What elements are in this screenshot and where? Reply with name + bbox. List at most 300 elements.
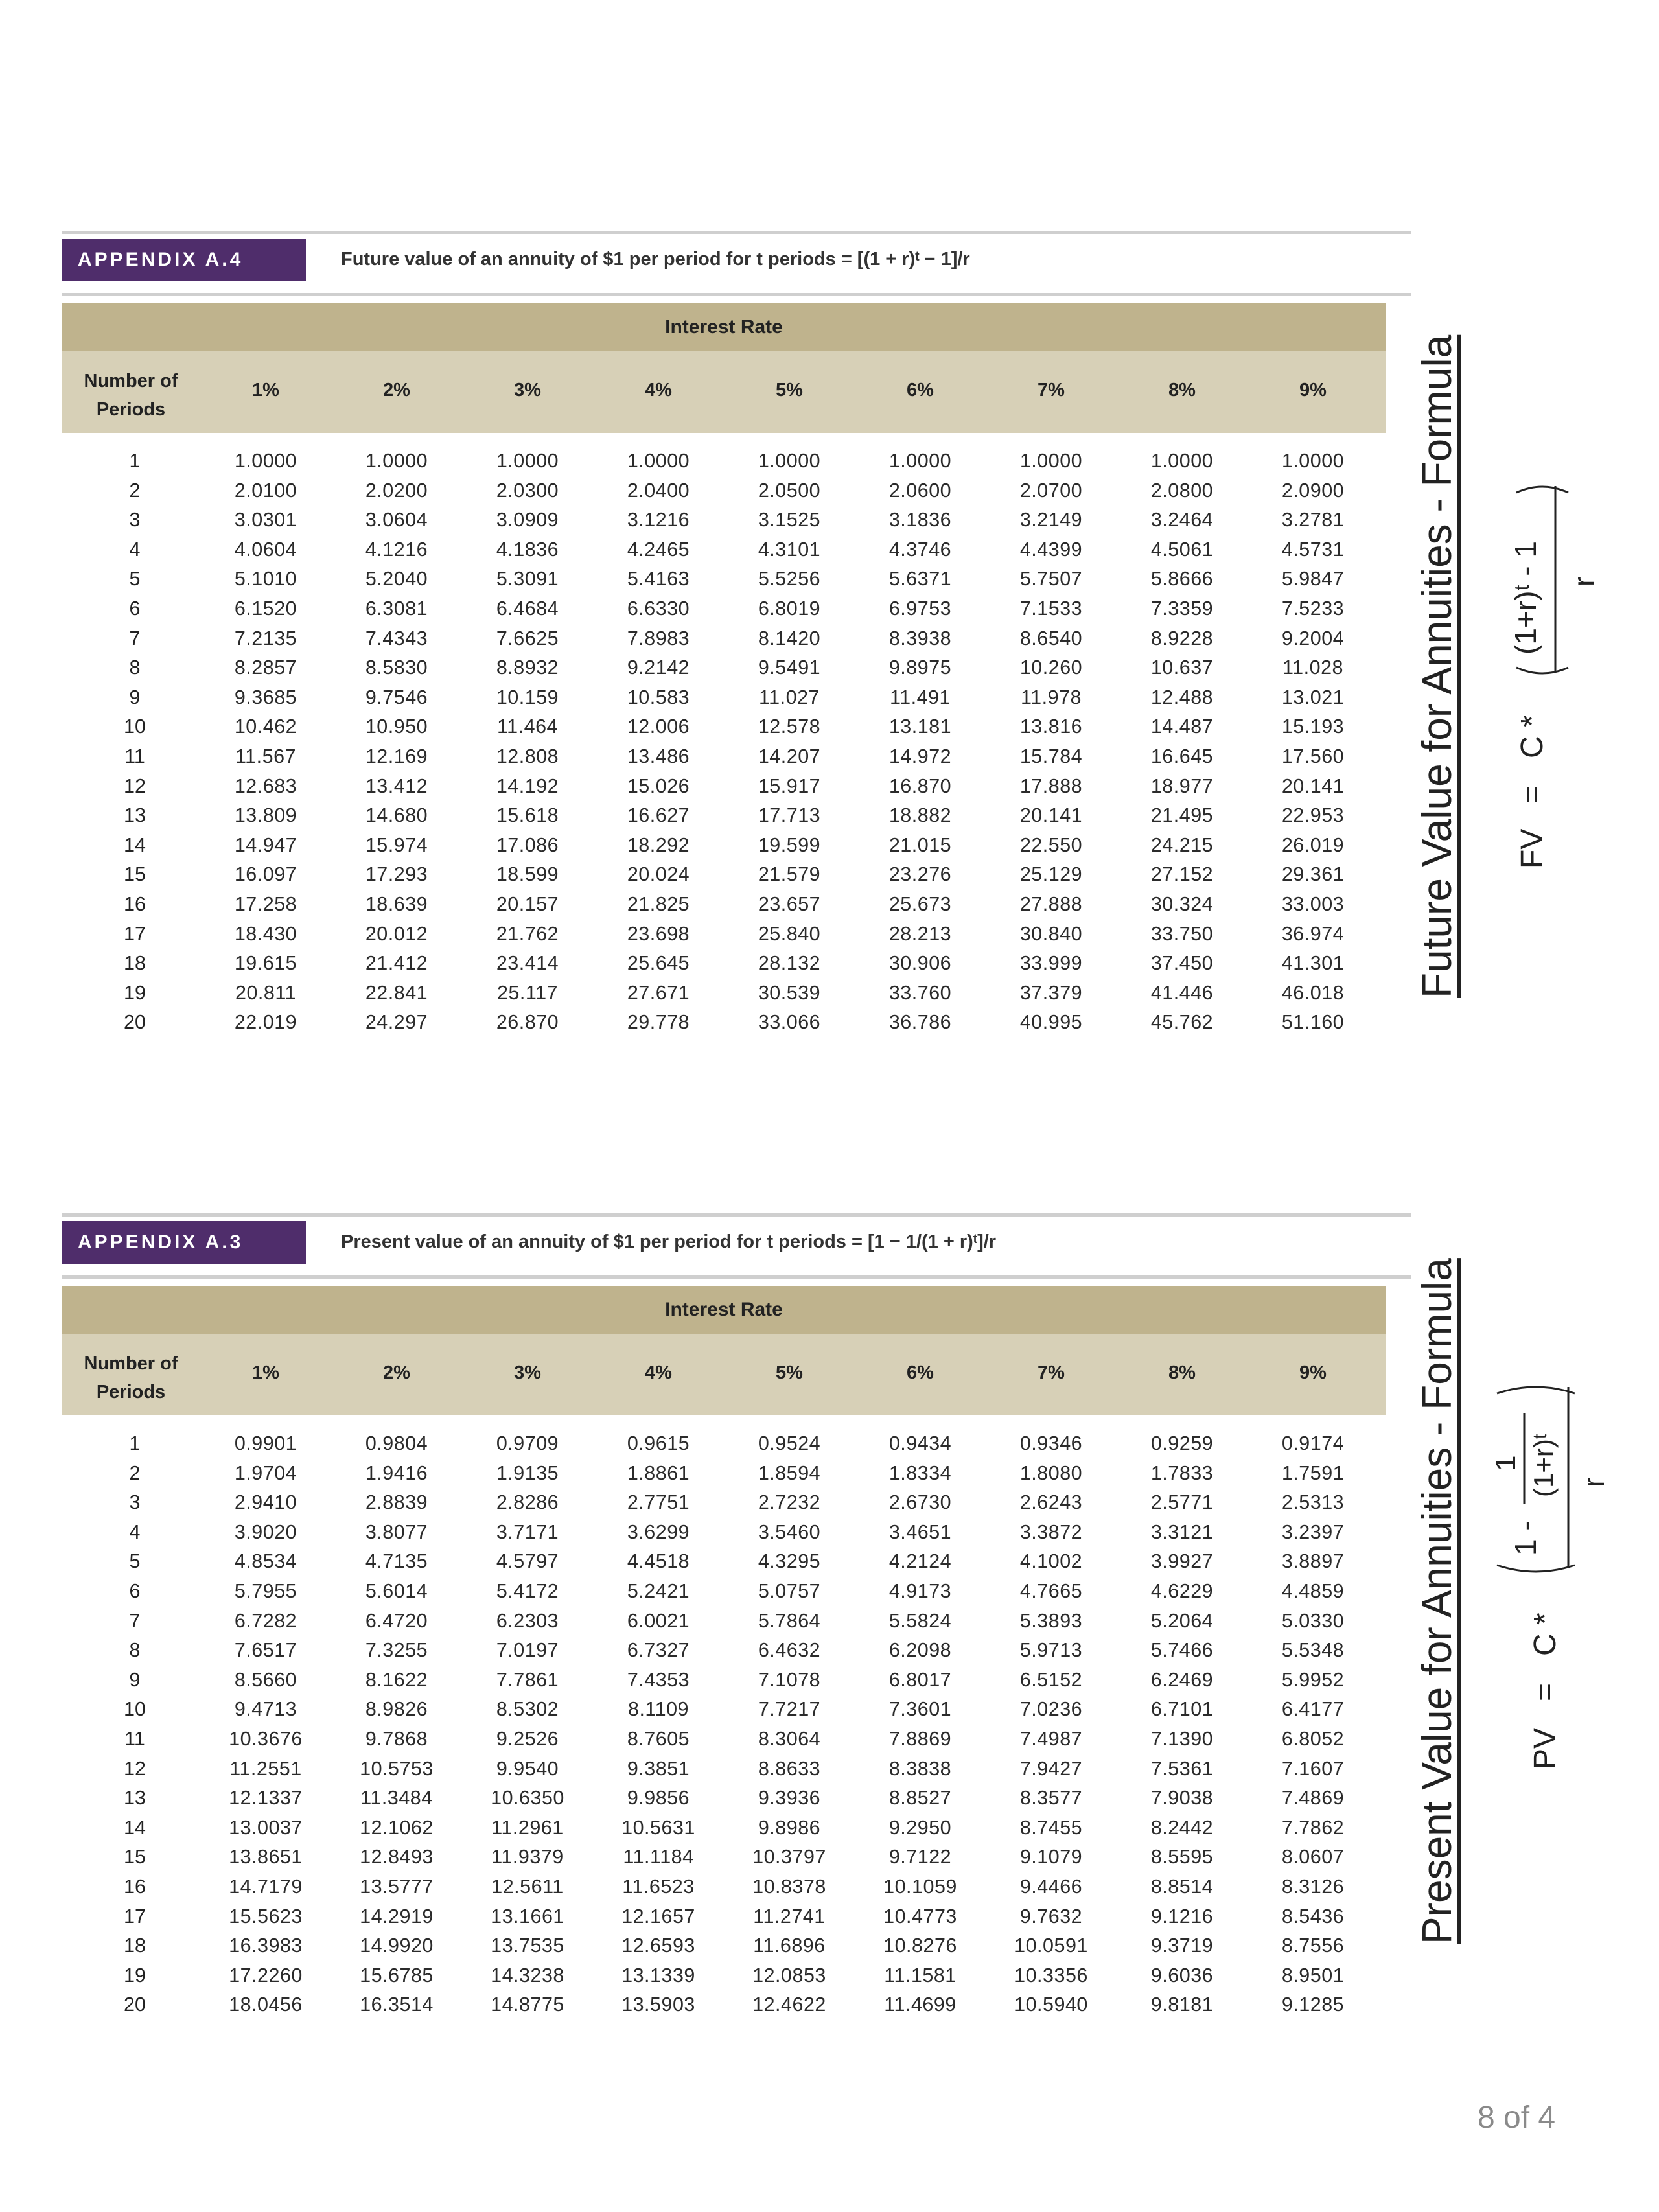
value-cell: 12.006 — [627, 716, 690, 738]
value-cell: 12.0853 — [752, 1964, 826, 1986]
value-cell: 6.4684 — [496, 598, 559, 620]
pv-denominator: r — [1577, 1477, 1610, 1487]
table-row — [62, 1935, 1386, 1964]
value-cell: 5.3091 — [496, 568, 559, 590]
table-row — [62, 1728, 1386, 1758]
value-cell: 5.4163 — [627, 568, 690, 590]
value-cell: 9.2526 — [496, 1728, 559, 1750]
value-cell: 3.7171 — [496, 1520, 559, 1543]
period-cell: 2 — [129, 1461, 141, 1484]
value-cell: 8.8633 — [758, 1757, 821, 1780]
value-cell: 15.026 — [627, 774, 690, 797]
period-cell: 9 — [129, 1668, 141, 1691]
value-cell: 10.8276 — [883, 1935, 957, 1957]
value-cell: 1.0000 — [496, 450, 559, 472]
value-cell: 9.4713 — [234, 1698, 297, 1721]
value-cell: 0.9901 — [234, 1432, 297, 1454]
value-cell: 22.550 — [1019, 833, 1083, 856]
value-cell: 24.215 — [1150, 833, 1214, 856]
value-cell: 5.3893 — [1019, 1609, 1083, 1632]
value-cell: 33.066 — [758, 1011, 821, 1034]
value-cell: 13.1661 — [491, 1905, 564, 1927]
value-cell: 18.599 — [496, 863, 559, 886]
value-cell: 7.9038 — [1150, 1787, 1214, 1810]
table-row — [62, 1787, 1386, 1817]
value-cell: 8.3938 — [888, 627, 952, 649]
value-cell: 7.6625 — [496, 627, 559, 649]
value-cell: 8.2857 — [234, 657, 297, 679]
table-row — [62, 1491, 1386, 1521]
table-row — [62, 509, 1386, 539]
rate-column-header: 3% — [514, 1362, 541, 1383]
value-cell: 10.159 — [496, 686, 559, 708]
value-cell: 22.953 — [1281, 804, 1345, 827]
value-cell: 9.3719 — [1150, 1935, 1214, 1957]
value-cell: 10.637 — [1150, 657, 1214, 679]
table-row — [62, 1521, 1386, 1551]
period-cell: 17 — [124, 1905, 146, 1927]
value-cell: 6.4720 — [365, 1609, 428, 1632]
value-cell: 6.2303 — [496, 1609, 559, 1632]
appendix-tag: APPENDIX A.4 — [62, 239, 306, 281]
value-cell: 37.379 — [1019, 981, 1083, 1004]
value-cell: 5.2040 — [365, 568, 428, 590]
value-cell: 14.2919 — [360, 1905, 434, 1927]
table-row — [62, 1876, 1386, 1905]
value-cell: 7.1390 — [1150, 1728, 1214, 1750]
rate-column-header: 7% — [1038, 380, 1065, 401]
value-cell: 10.3676 — [229, 1728, 303, 1750]
period-cell: 9 — [129, 686, 141, 708]
value-cell: 1.7833 — [1150, 1461, 1214, 1484]
value-cell: 7.4343 — [365, 627, 428, 649]
fv-c: C * — [1515, 715, 1549, 758]
period-cell: 15 — [124, 863, 146, 886]
value-cell: 2.0700 — [1019, 479, 1083, 502]
value-cell: 1.9135 — [496, 1461, 559, 1484]
table-row — [62, 1669, 1386, 1699]
value-cell: 2.0400 — [627, 479, 690, 502]
value-cell: 20.157 — [496, 893, 559, 915]
value-cell: 18.639 — [365, 893, 428, 915]
period-cell: 19 — [124, 1964, 146, 1986]
value-cell: 13.021 — [1281, 686, 1345, 708]
divider — [62, 293, 1411, 296]
value-cell: 20.811 — [235, 981, 297, 1004]
value-cell: 12.808 — [496, 745, 559, 767]
value-cell: 28.213 — [888, 922, 952, 945]
rate-column-header: 5% — [776, 380, 803, 401]
value-cell: 3.4651 — [888, 1520, 952, 1543]
value-cell: 4.7665 — [1019, 1580, 1083, 1602]
value-cell: 4.5731 — [1281, 538, 1345, 561]
value-cell: 12.6593 — [621, 1935, 695, 1957]
value-cell: 9.3936 — [758, 1787, 821, 1810]
value-cell: 11.6896 — [753, 1935, 826, 1957]
value-cell: 25.117 — [496, 981, 559, 1004]
value-cell: 25.645 — [627, 952, 690, 975]
value-cell: 4.6229 — [1150, 1580, 1214, 1602]
value-cell: 8.3577 — [1019, 1787, 1083, 1810]
value-cell: 13.5903 — [621, 1994, 695, 2016]
value-cell: 4.2465 — [627, 538, 690, 561]
value-cell: 10.5631 — [621, 1816, 695, 1839]
period-cell: 15 — [124, 1846, 146, 1869]
value-cell: 23.276 — [888, 863, 952, 886]
value-cell: 13.8651 — [229, 1846, 303, 1869]
value-cell: 4.1216 — [365, 538, 428, 561]
value-cell: 7.0197 — [496, 1639, 559, 1662]
value-cell: 11.2551 — [229, 1757, 302, 1780]
value-cell: 3.2781 — [1281, 509, 1345, 531]
pv-inner-den: (1+r)ᵗ — [1528, 1432, 1559, 1497]
value-cell: 3.2397 — [1281, 1520, 1345, 1543]
value-cell: 20.012 — [365, 922, 428, 945]
value-cell: 10.5940 — [1014, 1994, 1088, 2016]
value-cell: 10.462 — [234, 716, 297, 738]
rate-column-header: 8% — [1168, 380, 1196, 401]
value-cell: 3.3121 — [1150, 1520, 1214, 1543]
value-cell: 2.6730 — [888, 1491, 952, 1514]
value-cell: 5.8666 — [1150, 568, 1214, 590]
value-cell: 18.882 — [888, 804, 952, 827]
value-cell: 9.6036 — [1150, 1964, 1214, 1986]
value-cell: 1.9416 — [365, 1461, 428, 1484]
value-cell: 8.2442 — [1150, 1816, 1214, 1839]
value-cell: 5.7955 — [234, 1580, 297, 1602]
periods-header: Number of Periods — [84, 1353, 178, 1403]
value-cell: 10.3356 — [1014, 1964, 1088, 1986]
value-cell: 15.917 — [758, 774, 821, 797]
table-row — [62, 627, 1386, 657]
period-cell: 4 — [129, 1520, 141, 1543]
value-cell: 6.5152 — [1019, 1668, 1083, 1691]
value-cell: 12.5611 — [491, 1876, 564, 1898]
table-row — [62, 1462, 1386, 1492]
value-cell: 3.3872 — [1019, 1520, 1083, 1543]
period-cell: 14 — [124, 1816, 146, 1839]
table-row — [62, 804, 1386, 834]
value-cell: 13.1339 — [621, 1964, 695, 1986]
value-cell: 12.1337 — [229, 1787, 303, 1810]
period-cell: 18 — [124, 1935, 146, 1957]
value-cell: 6.2469 — [1150, 1668, 1214, 1691]
value-cell: 11.978 — [1020, 686, 1082, 708]
value-cell: 3.0909 — [496, 509, 559, 531]
value-cell: 4.4859 — [1281, 1580, 1345, 1602]
table-row — [62, 775, 1386, 805]
value-cell: 36.786 — [888, 1011, 952, 1034]
value-cell: 8.7455 — [1019, 1816, 1083, 1839]
value-cell: 3.1836 — [888, 509, 952, 531]
value-cell: 9.7868 — [365, 1728, 428, 1750]
value-cell: 10.0591 — [1014, 1935, 1088, 1957]
table-header — [62, 1286, 1386, 1415]
value-cell: 5.1010 — [234, 568, 297, 590]
value-cell: 14.972 — [888, 745, 952, 767]
value-cell: 4.4399 — [1019, 538, 1083, 561]
value-cell: 15.193 — [1281, 716, 1345, 738]
value-cell: 30.539 — [758, 981, 821, 1004]
value-cell: 11.491 — [889, 686, 951, 708]
rate-column-header: 2% — [383, 1362, 410, 1383]
value-cell: 9.1079 — [1019, 1846, 1083, 1869]
value-cell: 17.888 — [1019, 774, 1083, 797]
period-cell: 6 — [129, 598, 141, 620]
value-cell: 6.8019 — [758, 598, 821, 620]
value-cell: 1.0000 — [365, 450, 428, 472]
value-cell: 7.3601 — [888, 1698, 952, 1721]
value-cell: 8.1622 — [365, 1668, 428, 1691]
period-cell: 17 — [124, 922, 146, 945]
value-cell: 11.027 — [758, 686, 820, 708]
value-cell: 10.6350 — [491, 1787, 564, 1810]
value-cell: 19.599 — [758, 833, 821, 856]
fv-denominator: r — [1567, 576, 1601, 587]
value-cell: 2.0200 — [365, 479, 428, 502]
value-cell: 27.888 — [1019, 893, 1083, 915]
table-row — [62, 923, 1386, 953]
value-cell: 41.446 — [1150, 981, 1214, 1004]
divider — [62, 1275, 1411, 1279]
table-row — [62, 1610, 1386, 1640]
value-cell: 11.464 — [496, 716, 559, 738]
period-cell: 5 — [129, 568, 141, 590]
period-cell: 20 — [124, 1011, 146, 1034]
rate-column-header: 8% — [1168, 1362, 1196, 1383]
rate-column-header: 9% — [1299, 380, 1327, 401]
value-cell: 5.7864 — [758, 1609, 821, 1632]
value-cell: 9.4466 — [1019, 1876, 1083, 1898]
value-cell: 21.579 — [758, 863, 821, 886]
value-cell: 15.784 — [1019, 745, 1083, 767]
period-cell: 12 — [124, 774, 146, 797]
value-cell: 22.019 — [234, 1011, 297, 1034]
value-cell: 6.7282 — [234, 1609, 297, 1632]
value-cell: 18.430 — [234, 922, 297, 945]
rate-column-header: 1% — [252, 380, 279, 401]
value-cell: 8.8527 — [888, 1787, 952, 1810]
value-cell: 9.8181 — [1150, 1994, 1214, 2016]
value-cell: 25.673 — [888, 893, 952, 915]
value-cell: 23.698 — [627, 922, 690, 945]
value-cell: 9.2142 — [627, 657, 690, 679]
value-cell: 14.9920 — [360, 1935, 434, 1957]
period-cell: 16 — [124, 893, 146, 915]
value-cell: 13.816 — [1019, 716, 1083, 738]
value-cell: 4.1002 — [1019, 1550, 1083, 1573]
value-cell: 3.9020 — [234, 1520, 297, 1543]
rate-column-header: 2% — [383, 380, 410, 401]
value-cell: 0.9615 — [627, 1432, 690, 1454]
value-cell: 5.6014 — [365, 1580, 428, 1602]
value-cell: 3.8077 — [365, 1520, 428, 1543]
value-cell: 11.567 — [235, 745, 297, 767]
value-cell: 4.4518 — [627, 1550, 690, 1573]
interest-rate-label: Interest Rate — [665, 316, 783, 338]
value-cell: 7.3255 — [365, 1639, 428, 1662]
value-cell: 40.995 — [1019, 1011, 1083, 1034]
value-cell: 3.1216 — [627, 509, 690, 531]
value-cell: 21.015 — [888, 833, 952, 856]
value-cell: 11.4699 — [884, 1994, 957, 2016]
value-cell: 8.0607 — [1281, 1846, 1345, 1869]
period-cell: 4 — [129, 538, 141, 561]
rate-column-header: 3% — [514, 380, 541, 401]
value-cell: 18.0456 — [229, 1994, 303, 2016]
value-cell: 8.3126 — [1281, 1876, 1345, 1898]
value-cell: 7.1078 — [758, 1668, 821, 1691]
value-cell: 2.0900 — [1281, 479, 1345, 502]
value-cell: 1.7591 — [1281, 1461, 1345, 1484]
value-cell: 7.5361 — [1150, 1757, 1214, 1780]
value-cell: 10.4773 — [883, 1905, 957, 1927]
value-cell: 9.1285 — [1281, 1994, 1345, 2016]
table-row — [62, 834, 1386, 864]
value-cell: 9.7632 — [1019, 1905, 1083, 1927]
pv-formula-title: Present Value for Annuities - Formula — [1413, 1258, 1460, 1944]
table-row — [62, 893, 1386, 923]
value-cell: 16.3983 — [229, 1935, 303, 1957]
value-cell: 51.160 — [1281, 1011, 1345, 1034]
value-cell: 12.169 — [365, 745, 428, 767]
value-cell: 9.5491 — [758, 657, 821, 679]
value-cell: 33.760 — [888, 981, 952, 1004]
value-cell: 1.9704 — [234, 1461, 297, 1484]
value-cell: 6.9753 — [888, 598, 952, 620]
value-cell: 3.0604 — [365, 509, 428, 531]
value-cell: 13.7535 — [491, 1935, 564, 1957]
value-cell: 20.024 — [627, 863, 690, 886]
value-cell: 1.0000 — [627, 450, 690, 472]
period-cell: 11 — [124, 1728, 145, 1750]
value-cell: 5.9713 — [1019, 1639, 1083, 1662]
value-cell: 8.9228 — [1150, 627, 1214, 649]
table-row — [62, 1964, 1386, 1994]
fv-lhs: FV — [1515, 828, 1549, 868]
value-cell: 9.2004 — [1281, 627, 1345, 649]
value-cell: 5.2064 — [1150, 1609, 1214, 1632]
value-cell: 26.870 — [496, 1011, 559, 1034]
value-cell: 8.9826 — [365, 1698, 428, 1721]
table-row — [62, 952, 1386, 982]
value-cell: 8.5830 — [365, 657, 428, 679]
value-cell: 4.2124 — [888, 1550, 952, 1573]
period-cell: 8 — [129, 1639, 141, 1662]
value-cell: 14.207 — [758, 745, 821, 767]
pv-inner-num: 1 — [1490, 1455, 1522, 1471]
fv-numerator: (1+r)ᵗ - 1 — [1509, 541, 1542, 655]
value-cell: 8.5660 — [234, 1668, 297, 1691]
value-cell: 3.2149 — [1019, 509, 1083, 531]
value-cell: 7.0236 — [1019, 1698, 1083, 1721]
value-cell: 21.495 — [1150, 804, 1214, 827]
value-cell: 10.3797 — [752, 1846, 826, 1869]
value-cell: 36.974 — [1281, 922, 1345, 945]
table-row — [62, 1817, 1386, 1846]
period-cell: 10 — [124, 1698, 146, 1721]
value-cell: 14.192 — [496, 774, 559, 797]
value-cell: 17.560 — [1281, 745, 1345, 767]
period-cell: 16 — [124, 1876, 146, 1898]
appendix-tag: APPENDIX A.3 — [62, 1221, 306, 1264]
value-cell: 2.8839 — [365, 1491, 428, 1514]
period-cell: 3 — [129, 1491, 141, 1514]
value-cell: 2.9410 — [234, 1491, 297, 1514]
value-cell: 13.0037 — [229, 1816, 303, 1839]
value-cell: 12.4622 — [752, 1994, 826, 2016]
table-row — [62, 863, 1386, 893]
value-cell: 8.5436 — [1281, 1905, 1345, 1927]
value-cell: 14.8775 — [491, 1994, 564, 2016]
table-row — [62, 1758, 1386, 1787]
rate-column-header: 5% — [776, 1362, 803, 1383]
value-cell: 5.7507 — [1019, 568, 1083, 590]
value-cell: 7.9427 — [1019, 1757, 1083, 1780]
value-cell: 8.1109 — [627, 1698, 690, 1721]
value-cell: 9.1216 — [1150, 1905, 1214, 1927]
value-cell: 1.8080 — [1019, 1461, 1083, 1484]
period-cell: 3 — [129, 509, 141, 531]
value-cell: 46.018 — [1281, 981, 1345, 1004]
value-cell: 7.1533 — [1019, 598, 1083, 620]
value-cell: 12.1062 — [360, 1816, 434, 1839]
value-cell: 8.3064 — [758, 1728, 821, 1750]
table-row — [62, 982, 1386, 1012]
fv-formula-title: Future Value for Annuities - Formula — [1413, 334, 1460, 998]
value-cell: 17.2260 — [229, 1964, 303, 1986]
period-cell: 18 — [124, 952, 146, 975]
value-cell: 16.3514 — [360, 1994, 434, 2016]
value-cell: 22.841 — [365, 981, 428, 1004]
table-row — [62, 480, 1386, 509]
period-cell: 5 — [129, 1550, 141, 1573]
value-cell: 5.0757 — [758, 1580, 821, 1602]
table-header — [62, 303, 1386, 433]
table-caption: Future value of an annuity of $1 per period for t periods = [(1 + r)ᵗ − 1]/r — [341, 249, 970, 270]
value-cell: 1.0000 — [1281, 450, 1345, 472]
fv-formula — [1503, 389, 1607, 881]
value-cell: 9.7122 — [888, 1846, 952, 1869]
table-row — [62, 716, 1386, 745]
value-cell: 5.0330 — [1281, 1609, 1345, 1632]
value-cell: 8.9501 — [1281, 1964, 1345, 1986]
value-cell: 2.7232 — [758, 1491, 821, 1514]
value-cell: 33.750 — [1150, 922, 1214, 945]
value-cell: 7.7862 — [1281, 1816, 1345, 1839]
value-cell: 21.412 — [365, 952, 428, 975]
value-cell: 9.3851 — [627, 1757, 690, 1780]
value-cell: 12.1657 — [621, 1905, 695, 1927]
rate-column-header: 4% — [645, 380, 672, 401]
value-cell: 6.8017 — [888, 1668, 952, 1691]
value-cell: 10.5753 — [360, 1757, 434, 1780]
value-cell: 25.840 — [758, 922, 821, 945]
value-cell: 7.8869 — [888, 1728, 952, 1750]
period-cell: 14 — [124, 833, 146, 856]
value-cell: 26.019 — [1281, 833, 1345, 856]
value-cell: 7.8983 — [627, 627, 690, 649]
value-cell: 9.9856 — [627, 1787, 690, 1810]
value-cell: 3.1525 — [758, 509, 821, 531]
value-cell: 24.297 — [365, 1011, 428, 1034]
value-cell: 6.7101 — [1150, 1698, 1214, 1721]
value-cell: 4.9173 — [888, 1580, 952, 1602]
value-cell: 10.1059 — [883, 1876, 957, 1898]
value-cell: 6.4632 — [758, 1639, 821, 1662]
value-cell: 11.3484 — [360, 1787, 433, 1810]
value-cell: 27.152 — [1150, 863, 1214, 886]
